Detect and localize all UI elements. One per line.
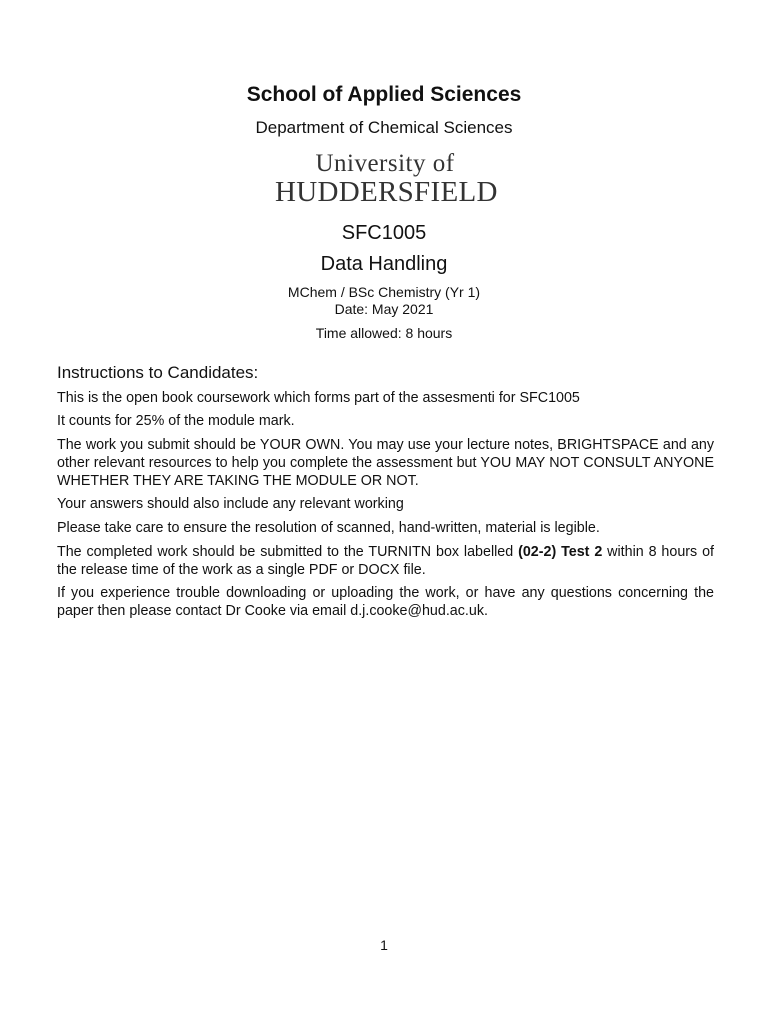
instruction-paragraph: Please take care to ensure the resolution of scanned, hand-written, material is legible. — [57, 520, 600, 536]
instruction-paragraph: It counts for 25% of the module mark. — [57, 413, 295, 429]
university-logo — [275, 146, 498, 208]
programme: MChem / BSc Chemistry (Yr 1) — [287, 284, 481, 300]
instruction-paragraph: This is the open book coursework which forms part of the assesmenti for SFC1005 — [57, 390, 580, 406]
instruction-paragraph: The work you submit should be YOUR OWN. You may use your lecture notes, BRIGHTSPACE and any other relevant resources to help you complete the assessment but YOU MAY NOT CONSULT ANYONE WHETHER THEY ARE TAKING THE MODULE OR NOT. — [57, 437, 714, 489]
instruction-paragraph: If you experience trouble downloading or uploading the work, or have any questions concerning the paper then please contact Dr Cooke via email d.j.cooke@hud.ac.uk. — [57, 585, 714, 619]
submission-text-end: within 8 hours of the release time of the work as a single PDF or DOCX file. — [57, 544, 714, 578]
submission-text-start: The completed work should be submitted to the TURNITN box labelled — [57, 544, 519, 560]
instructions-heading: Instructions to Candidates: — [57, 363, 259, 382]
logo-line-1: University of — [315, 150, 455, 177]
exam-date: Date: May 2021 — [334, 301, 434, 317]
module-code: SFC1005 — [341, 222, 427, 244]
time-allowed: Time allowed: 8 hours — [315, 325, 453, 341]
instruction-paragraph: Your answers should also include any relevant working — [57, 496, 404, 512]
school-name: School of Applied Sciences — [246, 83, 522, 106]
department-name: Department of Chemical Sciences — [255, 118, 513, 137]
instruction-paragraph — [57, 543, 714, 579]
module-title: Data Handling — [320, 253, 448, 275]
page-number: 1 — [380, 937, 388, 953]
logo-line-2: HUDDERSFIELD — [275, 176, 498, 208]
turnitin-box-label: (02-2) Test 2 — [518, 544, 603, 560]
